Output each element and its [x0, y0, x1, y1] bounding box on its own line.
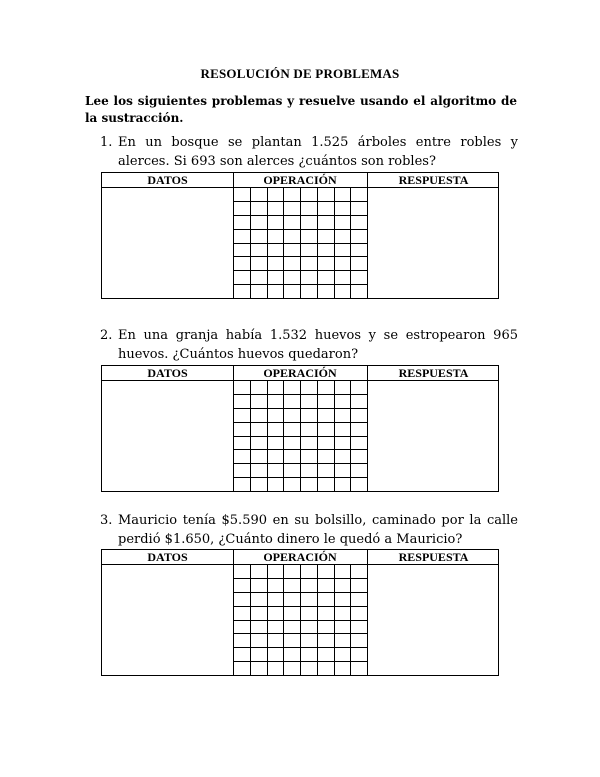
operation-grid[interactable] [233, 564, 367, 675]
problem-text: Mauricio tenía $5.590 en su bolsillo, caminado por la calle perdió $1.650, ¿Cuánto dinero le quedó a Mauricio? [118, 513, 518, 547]
problem-1 [100, 133, 518, 171]
problem-3 [100, 511, 518, 549]
header-datos: DATOS [147, 550, 188, 564]
grid-row-line [233, 270, 367, 271]
header-respuesta: RESPUESTA [398, 173, 469, 187]
operation-grid[interactable] [233, 380, 367, 491]
column-divider [367, 550, 368, 675]
table-header [102, 366, 498, 381]
grid-row-line [233, 408, 367, 409]
grid-row-line [233, 578, 367, 579]
header-operacion: OPERACIÓN [263, 550, 337, 564]
grid-row-line [233, 592, 367, 593]
header-operacion: OPERACIÓN [263, 173, 337, 187]
grid-row-line [233, 633, 367, 634]
table-header [102, 173, 498, 188]
problem-2 [100, 326, 518, 364]
answer-table-1 [101, 172, 499, 299]
grid-row-line [233, 284, 367, 285]
grid-row-line [233, 394, 367, 395]
problem-number: 1. [100, 135, 113, 150]
grid-row-line [233, 661, 367, 662]
grid-row-line [233, 449, 367, 450]
header-datos: DATOS [147, 173, 188, 187]
header-operacion: OPERACIÓN [263, 366, 337, 380]
instructions: Lee los siguientes problemas y resuelve usando el algoritmo de la sustracción. [85, 94, 517, 125]
problem-number: 3. [100, 513, 113, 528]
operation-grid[interactable] [233, 187, 367, 298]
grid-row-line [233, 243, 367, 244]
grid-row-line [233, 463, 367, 464]
grid-row-line [233, 201, 367, 202]
grid-row-line [233, 422, 367, 423]
problem-number: 2. [100, 328, 113, 343]
header-respuesta: RESPUESTA [398, 366, 469, 380]
grid-row-line [233, 229, 367, 230]
problem-text: En una granja había 1.532 huevos y se estropearon 965 huevos. ¿Cuántos huevos quedaron? [118, 328, 518, 362]
grid-row-line [233, 256, 367, 257]
column-divider [367, 173, 368, 298]
problem-text: En un bosque se plantan 1.525 árboles entre robles y alerces. Si 693 son alerces ¿cuántos son robles? [118, 135, 518, 169]
grid-row-line [233, 436, 367, 437]
page-title: RESOLUCIÓN DE PROBLEMAS [200, 66, 400, 81]
grid-row-line [233, 620, 367, 621]
grid-row-line [233, 477, 367, 478]
grid-row-line [233, 215, 367, 216]
table-header [102, 550, 498, 565]
answer-table-3 [101, 549, 499, 676]
header-datos: DATOS [147, 366, 188, 380]
grid-row-line [233, 647, 367, 648]
grid-row-line [233, 606, 367, 607]
header-respuesta: RESPUESTA [398, 550, 469, 564]
column-divider [367, 366, 368, 491]
answer-table-2 [101, 365, 499, 492]
